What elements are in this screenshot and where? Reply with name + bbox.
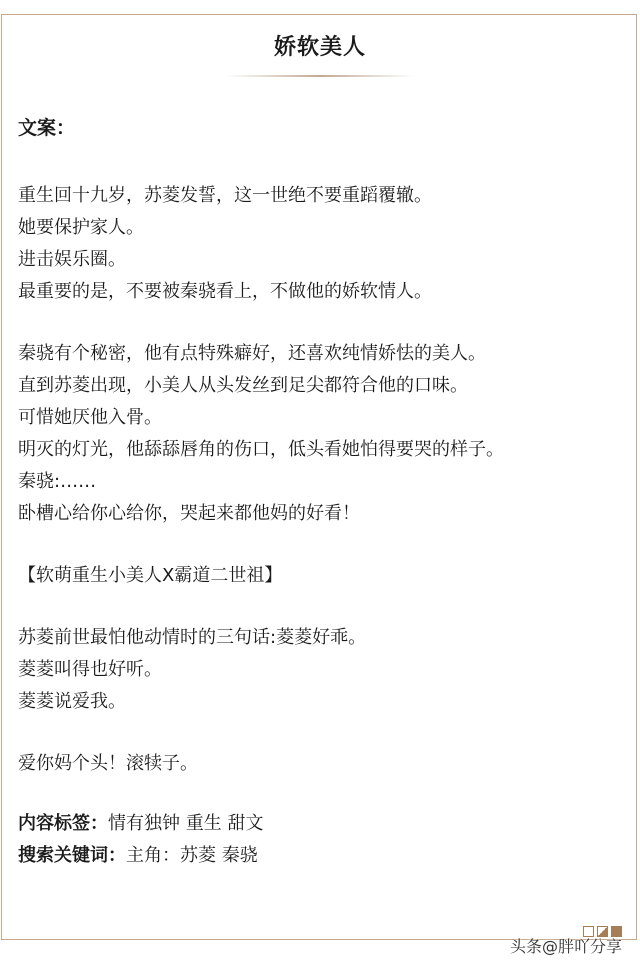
text-line: 直到苏菱出现，小美人从头发丝到足尖都符合他的口味。 — [18, 375, 468, 396]
text-line: 进击娱乐圈。 — [18, 249, 126, 270]
text-line: 爱你妈个头！滚犊子。 — [18, 753, 198, 774]
text-line: 最重要的是，不要被秦骁看上，不做他的娇软情人。 — [18, 281, 432, 302]
content-tags — [18, 808, 618, 840]
title-divider — [226, 75, 414, 77]
text-line: 菱菱叫得也好听。 — [18, 659, 162, 680]
paragraph-gap — [18, 592, 618, 622]
paragraph-4 — [18, 622, 618, 718]
content-tags-value: 情有独钟 重生 甜文 — [108, 813, 264, 834]
text-line: 她要保护家人。 — [18, 217, 144, 238]
page-title: 娇软美人 — [273, 35, 366, 60]
text-line: 重生回十九岁，苏菱发誓，这一世绝不要重蹈覆辙。 — [18, 185, 432, 206]
text-line: 可惜她厌他入骨。 — [18, 407, 162, 428]
search-keywords-value: 主角：苏菱 秦骁 — [126, 845, 258, 866]
paragraph-1 — [18, 180, 618, 308]
text-line: 【软萌重生小美人X霸道二世祖】 — [18, 565, 283, 586]
text-line: 明灭的灯光，他舔舔唇角的伤口，低头看她怕得要哭的样子。 — [18, 439, 504, 460]
paragraph-gap — [18, 718, 618, 748]
text-line: 卧槽心给你心给你，哭起来都他妈的好看！ — [18, 503, 360, 524]
paragraph-gap — [18, 780, 618, 808]
search-keywords — [18, 840, 618, 872]
content-tags-label: 内容标签： — [18, 813, 108, 834]
paragraph-3 — [18, 560, 618, 592]
search-keywords-label: 搜索关键词： — [18, 845, 126, 866]
text-line: 秦骁有个秘密，他有点特殊癖好，还喜欢纯情娇怯的美人。 — [18, 343, 486, 364]
text-line: 菱菱说爱我。 — [18, 691, 126, 712]
paragraph-2 — [18, 338, 618, 530]
text-line: 苏菱前世最怕他动情时的三句话:菱菱好乖。 — [18, 627, 367, 648]
paragraph-gap — [18, 530, 618, 560]
watermark: 头条@胖吖分享 — [510, 937, 623, 956]
paragraph-5 — [18, 748, 618, 780]
synopsis-body — [18, 112, 618, 872]
section-heading: 文案： — [18, 117, 76, 139]
text-line: 秦骁:…… — [18, 471, 97, 492]
paragraph-gap — [18, 308, 618, 338]
